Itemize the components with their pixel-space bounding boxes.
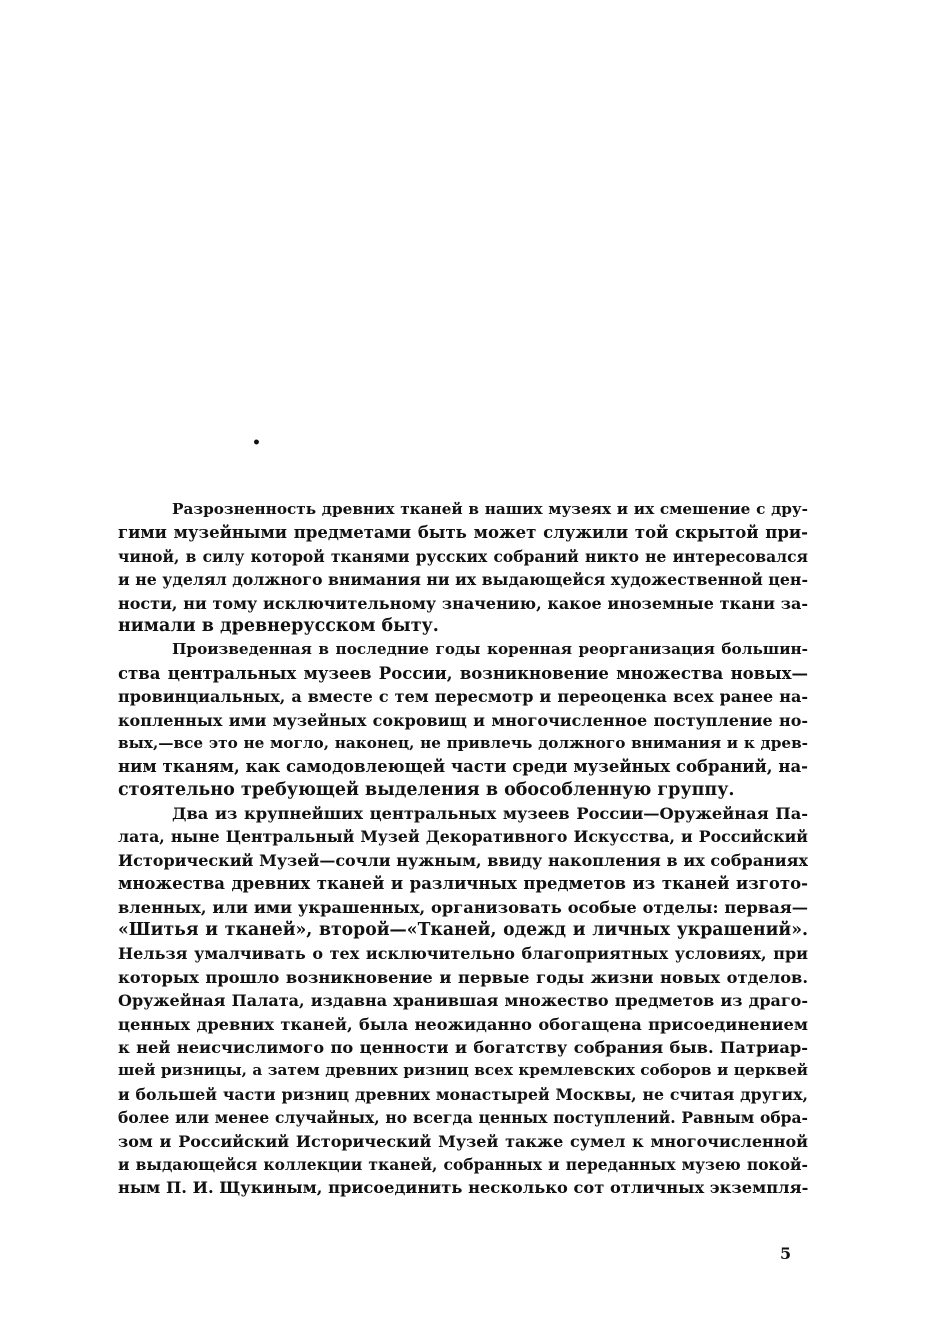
text-line: ности, ни тому исключительному значению, какое иноземные ткани за- xyxy=(118,593,808,613)
text-line: Произведенная в последние годы коренная реорганизация большин- xyxy=(172,640,808,659)
text-line: чиной, в силу которой тканями русских собраний никто не интересовался xyxy=(118,546,808,566)
text-line: которых прошло возникновение и первые годы жизни новых отделов. xyxy=(118,967,808,987)
body-text xyxy=(118,498,808,1200)
text-line: Разрозненность древних тканей в наших музеях и их смешение с дру- xyxy=(172,500,808,518)
text-line: лата, ныне Центральный Музей Декоративного Искусства, и Российский xyxy=(118,827,808,847)
text-line: ним тканям, как самодовлеющей части среди музейных собраний, на- xyxy=(118,757,808,777)
text-line: более или менее случайных, но всегда ценных поступлений. Равным обра- xyxy=(118,1108,808,1128)
text-line: копленных ими музейных сокровищ и многочисленное поступление но- xyxy=(118,710,808,730)
text-line: «Шитья и тканей», второй—«Тканей, одежд и личных украшений». xyxy=(118,920,808,941)
text-line: нимали в древнерусском быту. xyxy=(118,615,439,636)
paragraph xyxy=(118,498,808,638)
text-line: Исторический Музей—сочли нужным, ввиду накопления в их собраниях xyxy=(118,850,808,870)
text-line: вленных, или ими украшенных, организовать особые отделы: первая— xyxy=(118,897,808,917)
page-number: 5 xyxy=(780,1244,792,1263)
text-line: зом и Российский Исторический Музей также сумел к многочисленной xyxy=(118,1131,808,1151)
text-line: ным П. И. Щукиным, присоединить несколько сот отличных экземпля- xyxy=(118,1178,808,1198)
paragraph xyxy=(118,802,808,1200)
text-line: вых,—все это не могло, наконец, не привлечь должного внимания и к древ- xyxy=(118,733,808,752)
paragraph xyxy=(118,638,808,802)
text-line: Оружейная Палата, издавна хранившая множество предметов из драго- xyxy=(118,991,808,1011)
text-line: множества древних тканей и различных предметов из тканей изгото- xyxy=(118,874,808,894)
text-line: и большей части ризниц древних монастырей Москвы, не считая других, xyxy=(118,1084,808,1104)
text-line: Два из крупнейших центральных музеев России—Оружейная Па- xyxy=(172,804,808,824)
text-line: стоятельно требующей выделения в обособленную группу. xyxy=(118,779,735,800)
text-line: и выдающейся коллекции тканей, собранных и переданных музею покой- xyxy=(118,1154,808,1174)
text-line: ценных древних тканей, была неожиданно обогащена присоединением xyxy=(118,1014,808,1034)
text-line: и не уделял должного внимания ни их выдающейся художественной цен- xyxy=(118,570,808,590)
text-line: к ней неисчислимого по ценности и богатству собрания быв. Патриар- xyxy=(118,1037,808,1057)
text-line: шей ризницы, а затем древних ризниц всех кремлевских соборов и церквей xyxy=(118,1061,808,1080)
text-line: провинциальных, а вместе с тем пересмотр и переоценка всех ранее на- xyxy=(118,687,808,707)
text-line: ства центральных музеев России, возникновение множества новых— xyxy=(118,663,808,683)
ink-mark: • xyxy=(252,435,261,451)
text-line: гими музейными предметами быть может служили той скрытой при- xyxy=(118,523,808,543)
text-line: Нельзя умалчивать о тех исключительно благоприятных условиях, при xyxy=(118,944,808,964)
